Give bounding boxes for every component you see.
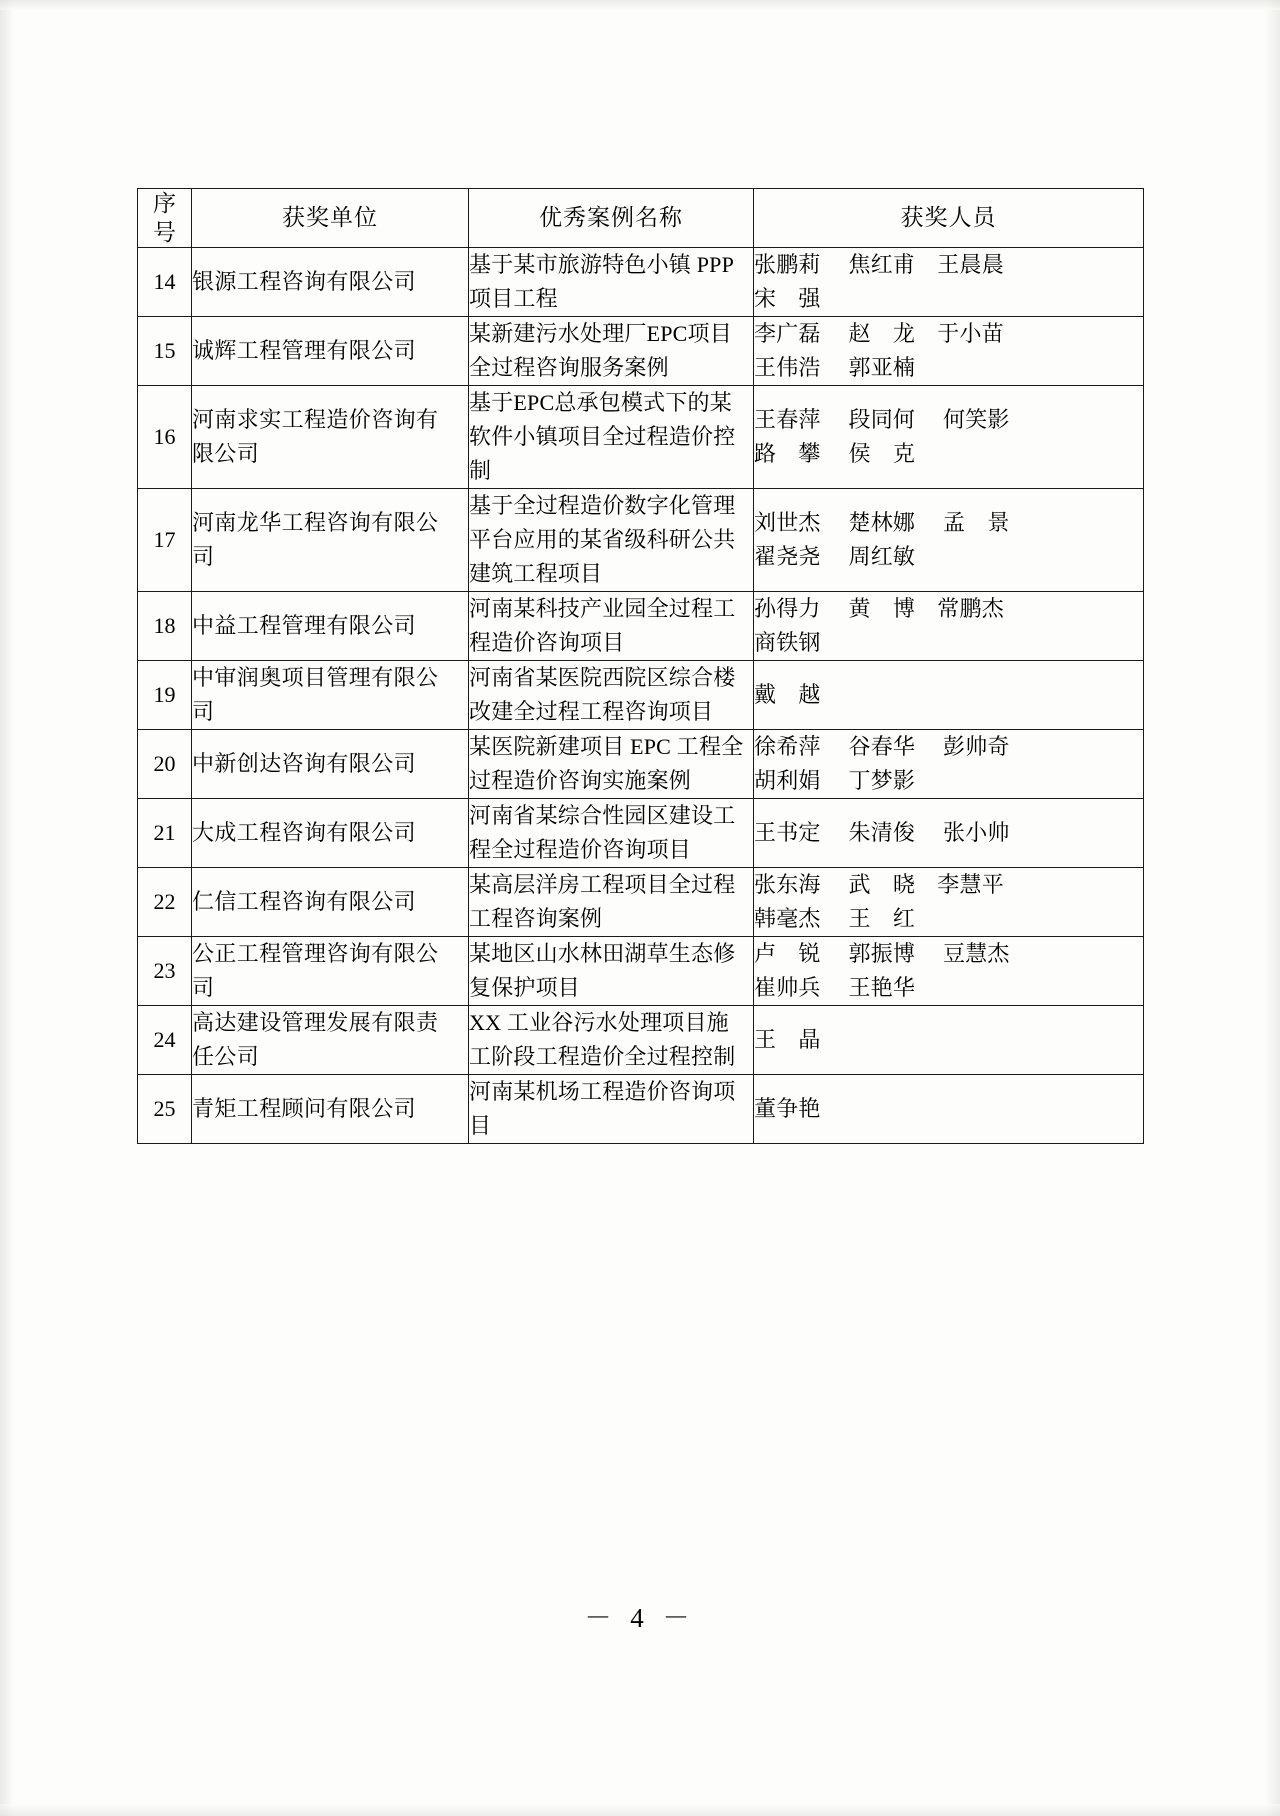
cell-case-name xyxy=(469,799,754,868)
table-row xyxy=(138,248,1144,317)
cell-award-unit-line: 青矩工程顾问有限公司 xyxy=(192,1096,417,1121)
cell-sequence-number: 15 xyxy=(138,317,192,386)
cell-case-name-line: 软件小镇项目全过程造价控 xyxy=(469,424,736,449)
table-row xyxy=(138,489,1144,592)
cell-case-name xyxy=(469,1006,754,1075)
cell-case-name xyxy=(469,661,754,730)
cell-case-name-line: 平台应用的某省级科研公共 xyxy=(469,527,736,552)
cell-award-unit xyxy=(192,868,469,937)
cell-sequence-number: 25 xyxy=(138,1075,192,1144)
cell-sequence-number: 24 xyxy=(138,1006,192,1075)
cell-award-unit xyxy=(192,1075,469,1144)
cell-award-people-line: 王书定 朱清俊 张小帅 xyxy=(754,820,1010,845)
cell-case-name-line: 基于全过程造价数字化管理 xyxy=(469,493,736,518)
cell-award-people xyxy=(754,799,1144,868)
cell-award-people-line: 王伟浩 郭亚楠 xyxy=(754,355,916,380)
cell-award-unit xyxy=(192,1006,469,1075)
cell-case-name-line: 某高层洋房工程项目全过程 xyxy=(469,872,736,897)
cell-case-name-line: 改建全过程工程咨询项目 xyxy=(469,699,714,724)
cell-case-name-line: 制 xyxy=(469,458,492,483)
cell-award-unit-line: 河南龙华工程咨询有限公 xyxy=(192,510,439,535)
cell-case-name-line: 某地区山水林田湖草生态修 xyxy=(469,941,736,966)
cell-sequence-number: 22 xyxy=(138,868,192,937)
cell-award-people-line: 戴 越 xyxy=(754,682,821,707)
cell-award-unit xyxy=(192,937,469,1006)
cell-award-unit-line: 任公司 xyxy=(192,1044,260,1069)
table-row xyxy=(138,799,1144,868)
cell-award-people xyxy=(754,937,1144,1006)
cell-case-name-line: 全过程咨询服务案例 xyxy=(469,355,669,380)
cell-case-name-line: 河南省某医院西院区综合楼 xyxy=(469,665,736,690)
table-row xyxy=(138,1006,1144,1075)
table-body xyxy=(138,248,1144,1144)
cell-case-name-line: 工程咨询案例 xyxy=(469,906,603,931)
cell-case-name-line: 基于EPC总承包模式下的某 xyxy=(469,390,732,415)
cell-sequence-number: 18 xyxy=(138,592,192,661)
cell-sequence-number: 17 xyxy=(138,489,192,592)
column-header-no-line2: 号 xyxy=(153,220,176,245)
cell-award-people-line: 张东海 武 晓 李慧平 xyxy=(754,872,1004,897)
table-row xyxy=(138,937,1144,1006)
cell-case-name-line: 河南某科技产业园全过程工 xyxy=(469,596,736,621)
cell-award-people-line: 韩毫杰 王 红 xyxy=(754,906,916,931)
cell-award-people-line: 李广磊 赵 龙 于小苗 xyxy=(754,321,1004,346)
cell-award-people-line: 翟尧尧 周红敏 xyxy=(754,544,916,569)
cell-award-people xyxy=(754,730,1144,799)
cell-award-people xyxy=(754,592,1144,661)
cell-award-people xyxy=(754,248,1144,317)
cell-award-people-line: 张鹏莉 焦红甫 王晨晨 xyxy=(754,252,1004,277)
cell-award-people-line: 王春萍 段同何 何笑影 xyxy=(754,407,1010,432)
cell-award-unit-line: 司 xyxy=(192,544,215,569)
cell-award-unit-line: 仁信工程咨询有限公司 xyxy=(192,889,417,914)
table-row xyxy=(138,730,1144,799)
scan-edge-right xyxy=(1264,0,1280,1816)
column-header-case: 优秀案例名称 xyxy=(469,189,754,248)
cell-case-name-line: XX 工业谷污水处理项目施 xyxy=(469,1010,729,1035)
cell-case-name-line: 目 xyxy=(469,1113,492,1138)
cell-award-people-line: 卢 锐 郭振博 豆慧杰 xyxy=(754,941,1010,966)
cell-award-unit-line: 河南求实工程造价咨询有 xyxy=(192,407,439,432)
scan-edge-top xyxy=(0,0,1280,10)
cell-award-unit xyxy=(192,592,469,661)
cell-case-name xyxy=(469,489,754,592)
cell-case-name-line: 某新建污水处理厂EPC项目 xyxy=(469,321,732,346)
cell-case-name-line: 某医院新建项目 EPC 工程全 xyxy=(469,734,744,759)
cell-case-name-line: 河南某机场工程造价咨询项 xyxy=(469,1079,736,1104)
cell-award-people-line: 孙得力 黄 博 常鹏杰 xyxy=(754,596,1004,621)
column-header-people: 获奖人员 xyxy=(754,189,1144,248)
cell-award-people xyxy=(754,868,1144,937)
table-row xyxy=(138,661,1144,730)
cell-award-people xyxy=(754,661,1144,730)
cell-award-unit-line: 中益工程管理有限公司 xyxy=(192,613,417,638)
cell-award-unit xyxy=(192,248,469,317)
cell-award-unit-line: 诚辉工程管理有限公司 xyxy=(192,338,417,363)
cell-award-people xyxy=(754,489,1144,592)
cell-award-people xyxy=(754,386,1144,489)
cell-award-people xyxy=(754,1006,1144,1075)
table-row xyxy=(138,317,1144,386)
cell-award-people-line: 宋 强 xyxy=(754,286,821,311)
cell-award-unit xyxy=(192,730,469,799)
cell-sequence-number: 21 xyxy=(138,799,192,868)
cell-award-unit xyxy=(192,799,469,868)
cell-award-unit-line: 司 xyxy=(192,699,215,724)
cell-award-unit-line: 中新创达咨询有限公司 xyxy=(192,751,417,776)
table-row xyxy=(138,386,1144,489)
cell-award-people-line: 胡利娟 丁梦影 xyxy=(754,768,916,793)
cell-case-name xyxy=(469,386,754,489)
cell-award-people-line: 王 晶 xyxy=(754,1027,821,1052)
cell-award-unit-line: 限公司 xyxy=(192,441,260,466)
cell-case-name-line: 河南省某综合性园区建设工 xyxy=(469,803,736,828)
cell-case-name-line: 程造价咨询项目 xyxy=(469,630,625,655)
cell-award-people-line: 崔帅兵 王艳华 xyxy=(754,975,916,1000)
table-row xyxy=(138,1075,1144,1144)
table-header-row xyxy=(138,189,1144,248)
cell-award-unit-line: 银源工程咨询有限公司 xyxy=(192,269,417,294)
cell-award-people xyxy=(754,1075,1144,1144)
cell-case-name-line: 工阶段工程造价全过程控制 xyxy=(469,1044,736,1069)
cell-award-people-line: 董争艳 xyxy=(754,1096,821,1121)
cell-sequence-number: 16 xyxy=(138,386,192,489)
cell-sequence-number: 23 xyxy=(138,937,192,1006)
page-number: － 4 － xyxy=(584,1603,696,1633)
cell-award-unit xyxy=(192,489,469,592)
cell-case-name xyxy=(469,730,754,799)
cell-award-unit xyxy=(192,661,469,730)
cell-award-people-line: 刘世杰 楚林娜 孟 景 xyxy=(754,510,1010,535)
cell-award-people-line: 徐希萍 谷春华 彭帅奇 xyxy=(754,734,1010,759)
cell-case-name xyxy=(469,248,754,317)
cell-award-unit xyxy=(192,317,469,386)
cell-sequence-number: 20 xyxy=(138,730,192,799)
award-table xyxy=(137,188,1144,1144)
cell-award-unit-line: 司 xyxy=(192,975,215,1000)
cell-award-unit-line: 高达建设管理发展有限责 xyxy=(192,1010,439,1035)
cell-award-unit xyxy=(192,386,469,489)
column-header-unit: 获奖单位 xyxy=(192,189,469,248)
cell-case-name xyxy=(469,868,754,937)
cell-award-people-line: 商铁钢 xyxy=(754,630,821,655)
cell-sequence-number: 19 xyxy=(138,661,192,730)
cell-case-name-line: 程全过程造价咨询项目 xyxy=(469,837,692,862)
table-row xyxy=(138,868,1144,937)
cell-case-name-line: 项目工程 xyxy=(469,286,558,311)
table-row xyxy=(138,592,1144,661)
cell-case-name xyxy=(469,592,754,661)
cell-award-unit-line: 公正工程管理咨询有限公 xyxy=(192,941,439,966)
cell-case-name-line: 过程造价咨询实施案例 xyxy=(469,768,692,793)
cell-award-unit-line: 大成工程咨询有限公司 xyxy=(192,820,417,845)
cell-case-name-line: 复保护项目 xyxy=(469,975,581,1000)
cell-award-people xyxy=(754,317,1144,386)
scan-edge-left xyxy=(0,0,14,1816)
scan-edge-bottom xyxy=(0,1804,1280,1816)
cell-case-name-line: 基于某市旅游特色小镇 PPP xyxy=(469,252,735,277)
cell-case-name xyxy=(469,1075,754,1144)
cell-case-name xyxy=(469,937,754,1006)
cell-case-name xyxy=(469,317,754,386)
cell-award-people-line: 路 攀 侯 克 xyxy=(754,441,916,466)
cell-sequence-number: 14 xyxy=(138,248,192,317)
column-header-no-line1: 序 xyxy=(153,191,176,216)
cell-case-name-line: 建筑工程项目 xyxy=(469,561,603,586)
column-header-no xyxy=(138,189,192,248)
cell-award-unit-line: 中审润奥项目管理有限公 xyxy=(192,665,439,690)
